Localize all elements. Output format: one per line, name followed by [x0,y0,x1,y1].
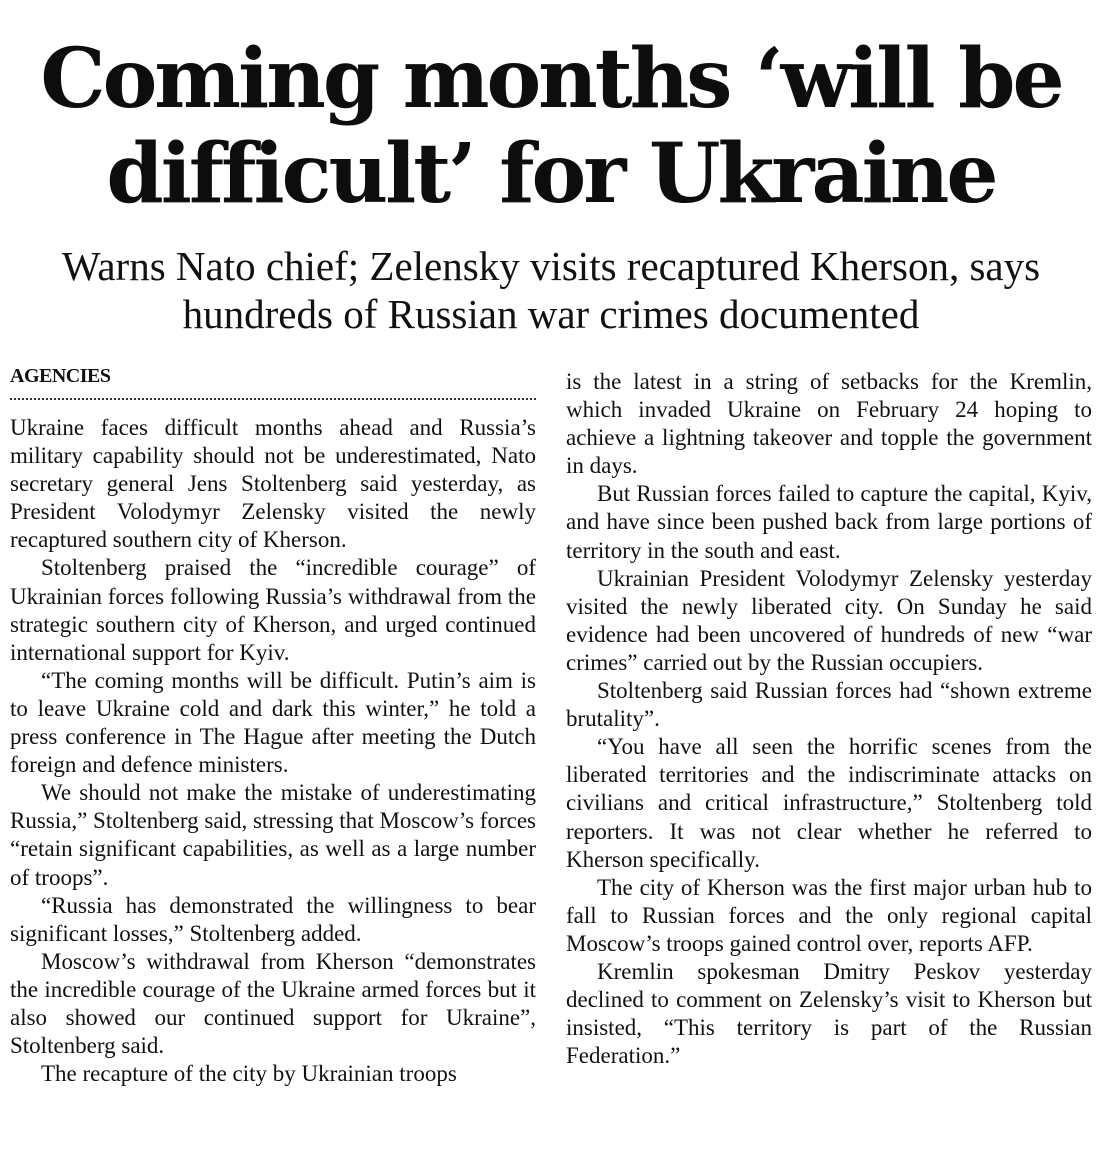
paragraph: “Russia has demonstrated the willingness to bear significant losses,” Stoltenberg added. [10,892,536,946]
article-column-left [10,414,536,1088]
paragraph: Kremlin spokesman Dmitry Peskov yesterday declined to comment on Zelensky’s visit to Kherson but insisted, “This territory is part of the Russian Federation.” [566,958,1092,1069]
paragraph: “The coming months will be difficult. Putin’s aim is to leave Ukraine cold and dark this winter,” he told a press conference in The Hague after meeting the Dutch foreign and defence ministers. [10,667,536,778]
paragraph: The recapture of the city by Ukrainian troops [41,1061,457,1087]
byline: AGENCIES [10,364,536,400]
paragraph: But Russian forces failed to capture the capital, Kyiv, and have since been pushed back from large portions of territory in the south and east. [566,481,1092,563]
paragraph-continuation: is the latest in a string of setbacks for the Kremlin, which invaded Ukraine on February 24 hoping to achieve a lightning takeover and topple the government in days. [566,369,1092,479]
paragraph: “You have all seen the horrific scenes from the liberated territories and the indiscriminate attacks on civilians and critical infrastructure,” Stoltenberg told reporters. It was not clear whether he referred to Kherson specifically. [566,734,1092,872]
paragraph: The city of Kherson was the first major urban hub to fall to Russian forces and the only regional capital Moscow’s troops gained control over, reports AFP. [566,874,1092,956]
paragraph: Ukraine faces difficult months ahead and Russia’s military capability should not be underestimated, Nato secretary general Jens Stoltenberg said yesterday, as President Volodymyr Zelensky visited the newly recaptured southern city of Kherson. [10,415,536,553]
paragraph: Stoltenberg praised the “incredible courage” of Ukrainian forces following Russia’s withdrawal from the strategic southern city of Kherson, and urged continued international support for Kyiv. [10,555,536,665]
paragraph: Stoltenberg said Russian forces had “shown extreme brutality”. [566,678,1092,732]
paragraph: Moscow’s withdrawal from Kherson “demonstrates the incredible courage of the Ukraine armed forces but it also showed our continued support for Ukraine”, Stoltenberg said. [10,948,536,1059]
headline: Coming months ‘will be difficult’ for Ukraine [40,31,1062,222]
subheadline: Warns Nato chief; Zelensky visits recaptured Kherson, says hundreds of Russian war crimes documented [61,243,1041,337]
paragraph: We should not make the mistake of underestimating Russia,” Stoltenberg said, stressing that Moscow’s forces “retain significant capabilities, as well as a large number of troops”. [10,780,536,890]
article-column-right [566,368,1092,1070]
paragraph: Ukrainian President Volodymyr Zelensky yesterday visited the newly liberated city. On Sunday he said evidence had been uncovered of hundreds of new “war crimes” carried out by the Russian occupiers. [566,565,1092,675]
